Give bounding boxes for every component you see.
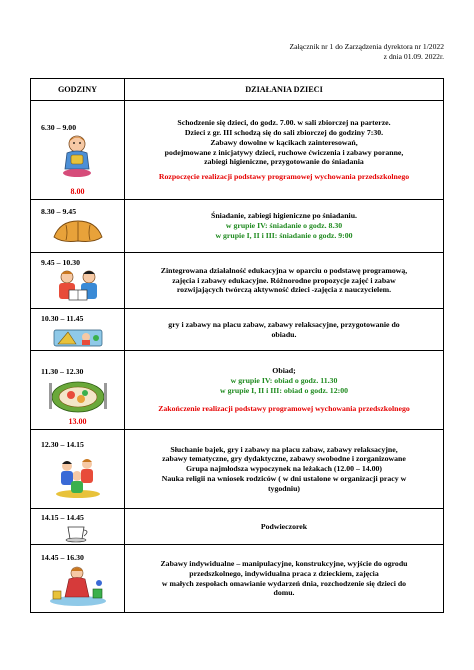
activities-cell: [125, 253, 444, 309]
child-eating-icon: [55, 133, 101, 179]
time-cell: [31, 253, 125, 309]
time-cell: [31, 200, 125, 253]
activity-line: Śniadanie, zabiegi higieniczne po śniadaniu.: [210, 211, 357, 221]
activity-line: Nauka religii na wniosek rodziców ( w dni ustalone w organizacji pracy w: [161, 473, 407, 483]
activity-line: podejmowane z inicjatywy dzieci, ruchowe ćwiczenia i zabawy poranne,: [164, 147, 404, 157]
activity-line: przedszkolnego, indywidualna praca z dzieckiem, zajęcia: [189, 568, 379, 578]
time-cell: [31, 309, 125, 351]
time-cell: [31, 101, 125, 200]
group-schedule: w grupie I, II i III: śniadanie o godz. 9:00: [215, 230, 353, 240]
activity-line: Zabawy indywidualne – manipulacyjne, konstrukcyjne, wyjście do ogrodu: [160, 558, 408, 568]
time-cell: [31, 509, 125, 545]
activity-line: zajęcia i zabawy edukacyjne. Różnorodne propozycje zajęć i zabaw: [172, 275, 396, 285]
table-header-row: [31, 79, 444, 101]
activity-line: Obiad;: [272, 365, 296, 375]
group-schedule: w grupie IV: śniadanie o godz. 8.30: [225, 221, 343, 231]
activity-line: gry i zabawy na placu zabaw, zabawy relaksacyjne, przygotowanie do: [168, 319, 400, 329]
time-cell: [31, 545, 125, 613]
time-range: 8.30 – 9.45: [41, 207, 77, 216]
teacup-icon: [64, 523, 92, 543]
hours-column-header: GODZINY: [31, 79, 125, 101]
end-time: 8.00: [70, 187, 85, 196]
activity-line: w małych zespołach omawianie wydarzeń dnia, rozchodzenie się dzieci do: [161, 578, 407, 588]
end-time: 13.00: [68, 417, 87, 426]
time-range: 12.30 – 14.15: [41, 440, 84, 449]
time-range: 6.30 – 9.00: [41, 123, 77, 132]
activity-line: Zabawy dowolne w kącikach zainteresowań,: [210, 137, 358, 147]
core-curriculum-start: Rozpoczęcie realizacji podstawy programowej wychowania przedszkolnego: [158, 172, 410, 182]
activity-line: rozwijających twórczą aktywność dzieci -zajęcia z nauczycielem.: [176, 285, 392, 295]
activities-cell: [125, 309, 444, 351]
playground-icon: [50, 324, 106, 348]
header-line-1: Załącznik nr 1 do Zarządzenia dyrektora nr 1/2022: [289, 42, 444, 51]
activities-cell: [125, 430, 444, 509]
time-range: 11.30 – 12.30: [41, 367, 84, 376]
activity-line: zabiegi higieniczne, przygotowanie do śniadania: [204, 157, 364, 167]
document-header: [289, 42, 444, 62]
core-curriculum-end: Zakończenie realizacji podstawy programowej wychowania przedszkolnego: [158, 404, 410, 414]
activity-line: obiadu.: [271, 329, 297, 339]
activity-line: Grupa najmłodsza wypoczynek na leżakach (12.00 – 14.00): [185, 464, 382, 474]
children-group-icon: [53, 450, 103, 500]
time-range: 14.15 – 14.45: [41, 512, 84, 522]
lunch-plate-icon: [47, 377, 109, 415]
time-range: 9.45 – 10.30: [41, 257, 80, 267]
child-playing-icon: [47, 563, 109, 607]
group-schedule: w grupie I, II i III: obiad o godz. 12:00: [219, 385, 349, 395]
table-row: [31, 351, 444, 430]
activities-cell: [125, 351, 444, 430]
activity-line: tygodniu): [267, 483, 301, 493]
table-row: [31, 200, 444, 253]
time-cell: [31, 430, 125, 509]
activity-line: Dzieci z gr. III schodzą się do sali zbiorczej do godziny 7:30.: [184, 127, 384, 137]
table-row: [31, 309, 444, 351]
time-range: 14.45 – 16.30: [41, 552, 84, 562]
croissant-icon: [50, 217, 106, 247]
table-row: [31, 253, 444, 309]
table-row: [31, 101, 444, 200]
activity-line: Słuchanie bajek, gry i zabawy na placu zabaw, zabawy relaksacyjne,: [170, 444, 398, 454]
schedule-table: [30, 78, 444, 613]
activities-cell: [125, 509, 444, 545]
activities-cell: [125, 101, 444, 200]
header-line-2: z dnia 01.09. 2022r.: [383, 52, 444, 61]
activity-line: Schodzenie się dzieci, do godz. 7.00. w sali zbiorczej na parterze.: [177, 118, 391, 128]
table-row: [31, 430, 444, 509]
activity-line: zabawy tematyczne, gry dydaktyczne, zabawy swobodne i zorganizowane: [162, 454, 406, 464]
activity-line: Zintegrowana działalność edukacyjna w oparciu o podstawę programową,: [160, 265, 408, 275]
time-range: 10.30 – 11.45: [41, 313, 84, 323]
activity-line: Podwieczorek: [260, 521, 308, 531]
table-row: [31, 545, 444, 613]
activities-column-header: DZIAŁANIA DZIECI: [125, 79, 444, 101]
activities-cell: [125, 200, 444, 253]
activity-line: domu.: [273, 588, 295, 598]
time-cell: [31, 351, 125, 430]
group-schedule: w grupie IV: obiad o godz. 11.30: [230, 375, 338, 385]
activities-cell: [125, 545, 444, 613]
children-reading-icon: [51, 268, 105, 306]
table-row: [31, 509, 444, 545]
